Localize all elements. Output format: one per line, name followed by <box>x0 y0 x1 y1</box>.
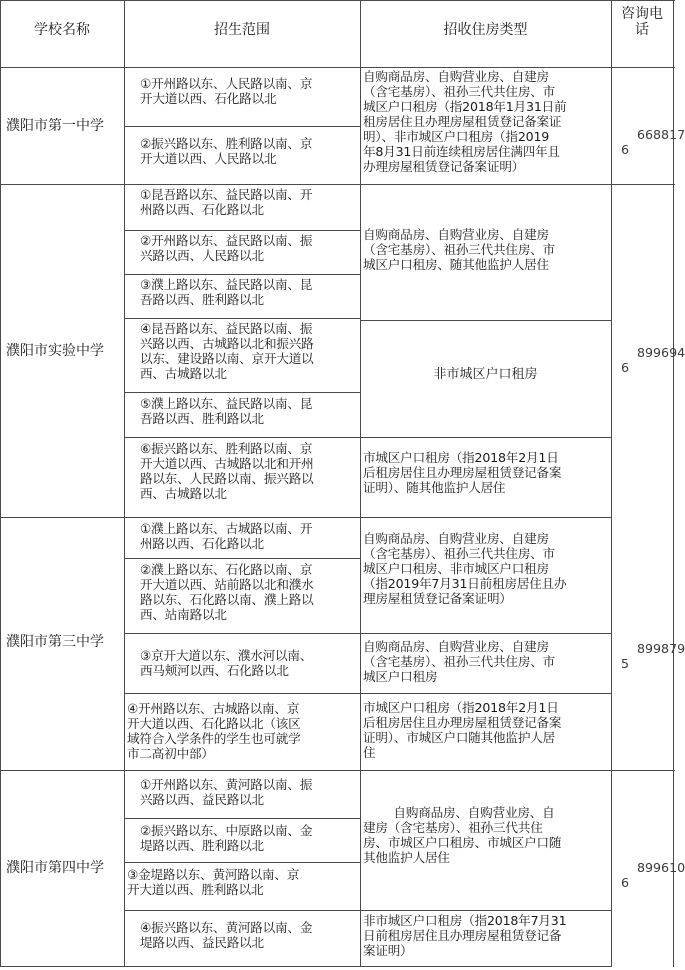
range-cell: ④振兴路以东、黄河路以南、金 堤路以西、益民路以北 <box>140 920 313 950</box>
school-name: 濮阳市第四中学 <box>6 860 104 876</box>
school-name: 濮阳市实验中学 <box>6 343 104 359</box>
housing-cell: 自购商品房、自购营业房、自建房 （含宅基房）、祖孙三代共住房、市 城区户口租房、非市城区户口租房 （指2019年7月31日前租房居住且办 理房屋租赁登记备案证明） <box>363 531 567 606</box>
header-phone-line1: 咨询电 <box>621 6 663 22</box>
phone-number: 899879 5 <box>621 641 685 671</box>
header-school: 学校名称 <box>34 22 90 38</box>
range-cell: ④昆吾路以东、益民路以南、振 兴路以西、古城路以北和振兴路 以东、建设路以南、京开大道以 西、古城路以北 <box>140 321 314 381</box>
range-cell: ①濮上路以东、古城路以南、开 州路以西、石化路以北 <box>140 521 313 551</box>
housing-cell: 市城区户口租房（指2018年2月1日 后租房居住且办理房屋租赁登记备案 证明）、市城区户口随其他监护人居 住 <box>363 700 562 760</box>
housing-divider <box>360 437 611 438</box>
range-divider <box>124 126 360 127</box>
range-divider <box>124 633 360 634</box>
range-cell: ①开州路以东、人民路以南、京 开大道以西、石化路以北 <box>140 76 313 106</box>
range-cell: ⑥振兴路以东、胜利路以南、京 开大道以西、古城路以北和开州 路以东、人民路以南、振兴路以 西、古城路以北 <box>140 441 314 501</box>
phone-number: 668817 6 <box>621 127 685 157</box>
header-housing: 招收住房类型 <box>443 22 528 38</box>
range-divider <box>124 318 360 319</box>
header-divider <box>0 67 675 68</box>
school-name: 濮阳市第三中学 <box>6 634 104 650</box>
range-cell: ②开州路以东、益民路以南、振 兴路以西、人民路以北 <box>140 233 313 263</box>
housing-divider <box>360 693 611 694</box>
housing-cell: 自购商品房、自购营业房、自建房 （含宅基房）、祖孙三代共住房、市 城区户口租房 <box>363 639 556 684</box>
range-divider <box>124 392 360 393</box>
range-divider <box>124 862 360 863</box>
divider-school-2 <box>0 517 611 518</box>
phone-number: 899610 6 <box>621 860 685 890</box>
border-left <box>0 0 1 967</box>
range-cell: ③濮上路以东、益民路以南、昆 吾路以西、胜利路以北 <box>140 277 313 307</box>
range-cell: ③京开大道以东、濮水河以南、 西马颊河以西、石化路以北 <box>140 648 313 678</box>
housing-divider <box>360 320 611 321</box>
range-cell: ⑤濮上路以东、益民路以南、昆 吾路以西、胜利路以北 <box>140 396 313 426</box>
range-divider <box>124 693 360 694</box>
border-top <box>0 0 675 1</box>
col-divider-2 <box>360 0 361 967</box>
range-cell: ④开州路以东、古城路以南、京 开大道以西、石化路以北（该区 域符合入学条件的学生也可就学 市二高初中部） <box>127 701 301 761</box>
divider-school-1 <box>0 184 675 185</box>
divider-school-3 <box>0 770 675 771</box>
range-divider <box>124 274 360 275</box>
range-cell: ①昆吾路以东、益民路以南、开 州路以西、石化路以北 <box>140 187 313 217</box>
housing-divider <box>360 910 611 911</box>
range-divider <box>124 230 360 231</box>
range-cell: ②振兴路以东、胜利路以南、京 开大道以西、人民路以北 <box>140 136 313 166</box>
housing-cell: 市城区户口租房（指2018年2月1日 后租房居住且办理房屋租赁登记备案 证明）、随其他监护人居住 <box>363 450 562 495</box>
housing-cell: 自购商品房、自购营业房、自建房 （含宅基房）、祖孙三代共住房、市 城区户口租房、随其他监护人居住 <box>363 227 556 272</box>
range-divider <box>124 910 360 911</box>
header-phone-line2: 话 <box>635 22 649 38</box>
range-cell: ③金堤路以东、黄河路以南、京 开大道以西、胜利路以北 <box>127 867 300 897</box>
phone-number: 899694 6 <box>621 345 685 375</box>
header-range: 招生范围 <box>214 22 270 38</box>
range-cell: ①开州路以东、黄河路以南、振 兴路以西、益民路以北 <box>140 777 313 807</box>
housing-cell: 自购商品房、自购营业房、自 建房（含宅基房）、祖孙三代共住 房、市城区户口租房、市城区户口随 其他监护人居住 <box>363 805 562 865</box>
range-cell: ②振兴路以东、中原路以南、金 堤路以西、胜利路以北 <box>140 823 313 853</box>
range-cell: ②濮上路以东、石化路以南、京 开大道以西、站前路以北和濮水 路以东、石化路以南、濮上路以 西、站南路以北 <box>140 562 314 622</box>
housing-cell: 非市城区户口租房 <box>433 367 538 382</box>
range-divider <box>124 818 360 819</box>
housing-divider <box>360 633 611 634</box>
range-divider <box>124 558 360 559</box>
col-divider-3 <box>611 0 612 967</box>
school-name: 濮阳市第一中学 <box>6 118 104 134</box>
border-bottom <box>0 966 611 967</box>
range-divider <box>124 437 360 438</box>
housing-cell: 非市城区户口租房（指2018年7月31 日前租房居住且办理房屋租赁登记备 案证明） <box>363 913 567 958</box>
housing-cell: 自购商品房、自购营业房、自建房 （含宅基房）、祖孙三代共住房、市 城区户口租房（指2018年1月31日前 租房居住且办理房屋租赁登记备案证 明）、非市城区户口租房（指2019 年8月31日前连续租房居住满四年且 办理房屋租赁登记备案证明） <box>363 69 567 174</box>
col-divider-1 <box>124 0 125 967</box>
header-phone <box>611 6 673 38</box>
